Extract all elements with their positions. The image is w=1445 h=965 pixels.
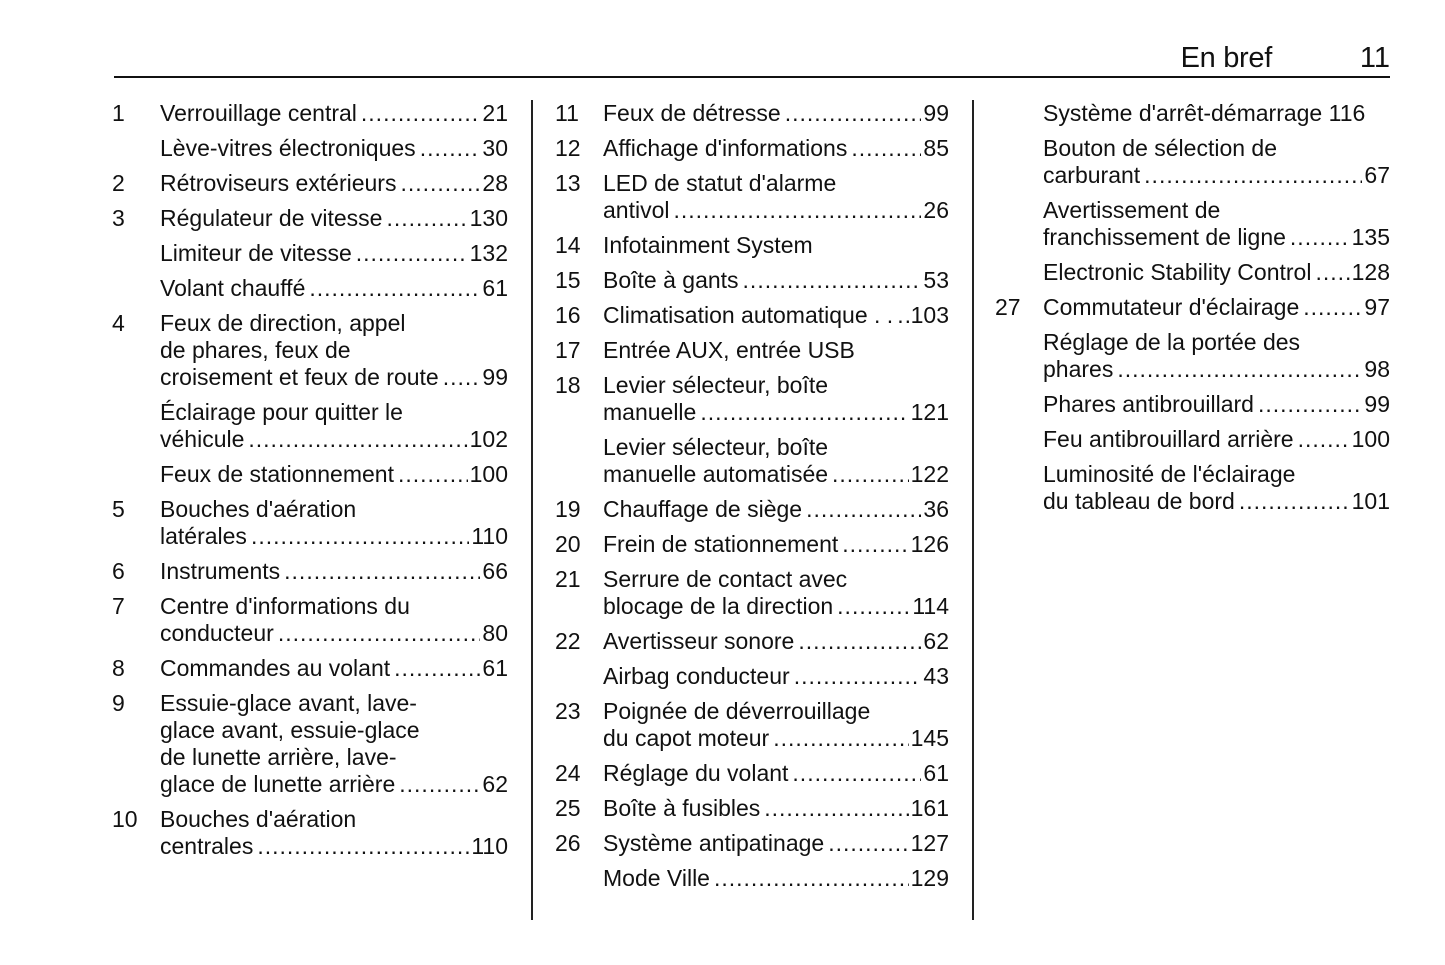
entry-label: Volant chauffé (160, 275, 306, 301)
column-divider (531, 100, 533, 920)
entry-label: franchissement de ligne (1043, 224, 1286, 250)
index-entry (112, 593, 508, 647)
entry-leader-line (603, 830, 949, 857)
entry-leader-line (1043, 294, 1390, 321)
entry-label: du tableau de bord (1043, 488, 1235, 514)
page-reference: 110 (471, 523, 508, 549)
entry-label: Lève-vitres électroniques (160, 135, 416, 161)
index-entry (995, 294, 1390, 321)
callout-number: 17 (555, 337, 581, 363)
index-entry (995, 259, 1390, 286)
index-entry (555, 434, 949, 488)
entry-text-line: Bouton de sélection de (1043, 135, 1278, 161)
index-entry (112, 496, 508, 550)
page-reference: 129 (910, 865, 949, 891)
entry-label: Affichage d'informations (603, 135, 848, 161)
entry-leader-line (603, 135, 949, 162)
entry-label: Commandes au volant (160, 655, 391, 681)
callout-number: 20 (555, 531, 581, 557)
entry-leader-line (1043, 224, 1390, 251)
callout-number: 2 (112, 170, 125, 196)
dot-leader (714, 865, 909, 892)
index-entry (555, 496, 949, 523)
page-reference: 62 (482, 771, 508, 797)
entry-text-line: Poignée de déverrouillage (603, 698, 871, 724)
index-entry (112, 806, 508, 860)
entry-text-line: LED de statut d'alarme (603, 170, 837, 196)
entry-text-line: Levier sélecteur, boîte (603, 372, 829, 398)
dot-leader (284, 558, 480, 585)
entry-text-line: Avertissement de (1043, 197, 1221, 223)
entry-label: Avertisseur sonore (603, 628, 795, 654)
callout-number: 24 (555, 760, 581, 786)
entry-leader-line (603, 663, 949, 690)
page-reference: 36 (923, 496, 949, 522)
index-entry (995, 391, 1390, 418)
page-reference: 62 (923, 628, 949, 654)
entry-leader-line (160, 655, 508, 682)
entry-label: croisement et feux de route (160, 364, 439, 390)
entry-label: blocage de la direction (603, 593, 834, 619)
dot-leader (443, 364, 481, 391)
index-entry (555, 135, 949, 162)
dot-leader (842, 531, 908, 558)
entry-label: Boîte à fusibles (603, 795, 761, 821)
page-reference: 30 (482, 135, 508, 161)
index-entry (555, 760, 949, 787)
entry-leader-line (1043, 391, 1390, 418)
dot-leader (851, 135, 921, 162)
index-entry (995, 329, 1390, 383)
index-entry (555, 170, 949, 224)
entry-text-line: glace avant, essuie-glace (160, 717, 420, 743)
page-reference: 67 (1364, 162, 1390, 188)
index-column-3 (995, 100, 1390, 523)
index-entry (112, 558, 508, 585)
entry-text-line: Serrure de contact avec (603, 566, 848, 592)
entry-leader-line (603, 302, 949, 329)
entry-leader-line (160, 426, 508, 453)
dot-leader (764, 795, 908, 822)
entry-leader-line (160, 833, 508, 860)
page-reference: 145 (910, 725, 949, 751)
page-reference: 61 (482, 655, 508, 681)
index-entry (995, 100, 1390, 127)
entry-text-line: Entrée AUX, entrée USB (603, 337, 855, 363)
index-entry (112, 399, 508, 453)
entry-label: Chauffage de siège (603, 496, 803, 522)
callout-number: 1 (112, 100, 125, 126)
page-reference: 99 (923, 100, 949, 126)
page-reference: 100 (469, 461, 508, 487)
entry-text-line: Luminosité de l'éclairage (1043, 461, 1296, 487)
entry-label: phares (1043, 356, 1114, 382)
dot-leader (673, 197, 921, 224)
index-entry (112, 690, 508, 798)
callout-number: 26 (555, 830, 581, 856)
index-entry (112, 135, 508, 162)
index-entry (995, 426, 1390, 453)
entry-label: Système antipatinage (603, 830, 825, 856)
index-entry (555, 865, 949, 892)
dot-leader (361, 100, 481, 127)
dot-leader (1315, 259, 1349, 286)
page-reference: 100 (1351, 426, 1390, 452)
callout-number: 13 (555, 170, 581, 196)
index-entry (995, 461, 1390, 515)
page-number: 11 (1359, 42, 1390, 74)
callout-number: 23 (555, 698, 581, 724)
index-entry (555, 830, 949, 857)
callout-number: 16 (555, 302, 581, 328)
entry-label: véhicule (160, 426, 245, 452)
callout-number: 7 (112, 593, 125, 619)
entry-leader-line (1043, 426, 1390, 453)
dot-leader (1144, 162, 1362, 189)
dot-leader (828, 830, 908, 857)
page-reference: 53 (923, 267, 949, 293)
index-entry (112, 655, 508, 682)
callout-number: 9 (112, 690, 125, 716)
entry-label: Feux de détresse (603, 100, 781, 126)
entry-text-line: Réglage de la portée des (1043, 329, 1301, 355)
entry-label: Phares antibrouillard (1043, 391, 1254, 417)
index-entry (555, 566, 949, 620)
entry-leader-line (1043, 162, 1390, 189)
entry-leader-line (160, 170, 508, 197)
entry-label: Mode Ville (603, 865, 710, 891)
callout-number: 22 (555, 628, 581, 654)
callout-number: 8 (112, 655, 125, 681)
page-reference: 99 (482, 364, 508, 390)
column-divider (972, 100, 974, 920)
entry-label: Verrouillage central (160, 100, 357, 126)
callout-number: 6 (112, 558, 125, 584)
entry-leader-line (603, 267, 949, 294)
entry-leader-line (160, 135, 508, 162)
entry-leader-line (1043, 356, 1390, 383)
page-reference: 127 (910, 830, 949, 856)
entry-text-line: Levier sélecteur, boîte (603, 434, 829, 460)
dot-leader (794, 663, 922, 690)
page-reference: 114 (912, 593, 949, 619)
index-entry (112, 461, 508, 488)
callout-number: 11 (555, 100, 579, 126)
page-reference: 126 (910, 531, 949, 557)
dot-leader (1303, 294, 1362, 321)
entry-label: Boîte à gants (603, 267, 739, 293)
entry-label: Climatisation automatique . . (603, 302, 894, 328)
dot-leader (785, 100, 922, 127)
page-reference: 99 (1364, 391, 1390, 417)
entry-leader-line (603, 496, 949, 523)
entry-leader-line (160, 620, 508, 647)
callout-number: 4 (112, 310, 125, 336)
dot-leader (394, 655, 480, 682)
dot-leader (806, 496, 921, 523)
dot-leader (278, 620, 481, 647)
entry-leader-line (160, 771, 508, 798)
entry-label: Frein de stationnement (603, 531, 839, 557)
entry-text-line: Éclairage pour quitter le (160, 399, 403, 425)
page-reference: 128 (1351, 259, 1390, 285)
callout-number: 25 (555, 795, 581, 821)
page-reference: 85 (923, 135, 949, 161)
entry-label: Feu antibrouillard arrière (1043, 426, 1294, 452)
index-entry (995, 197, 1390, 251)
page-reference: 80 (482, 620, 508, 646)
dot-leader (743, 267, 922, 294)
page-reference: 110 (471, 833, 508, 859)
page-reference: 66 (482, 558, 508, 584)
page-reference: 61 (482, 275, 508, 301)
page-reference: 97 (1364, 294, 1390, 320)
dot-leader (1117, 356, 1362, 383)
entry-leader-line (1043, 488, 1390, 515)
entry-leader-line (160, 364, 508, 391)
entry-text-line: Essuie-glace avant, lave- (160, 690, 417, 716)
entry-leader-line (603, 197, 949, 224)
page-reference: 135 (1351, 224, 1390, 250)
entry-leader-line (160, 100, 508, 127)
page-reference: 101 (1351, 488, 1390, 514)
entry-text-line: Bouches d'aération (160, 806, 357, 832)
index-entry (555, 302, 949, 329)
dot-leader (398, 461, 468, 488)
index-entry (555, 698, 949, 752)
page-reference: 61 (923, 760, 949, 786)
dot-leader (399, 771, 480, 798)
entry-label: carburant (1043, 162, 1141, 188)
dot-leader (248, 426, 467, 453)
entry-label: manuelle (603, 399, 697, 425)
entry-label: Airbag conducteur (603, 663, 790, 689)
entry-leader-line (603, 865, 949, 892)
entry-label: Electronic Stability Control (1043, 259, 1312, 285)
dot-leader (1298, 426, 1350, 453)
index-column-2 (555, 100, 949, 900)
page-reference: 102 (469, 426, 508, 452)
entry-leader-line (160, 558, 508, 585)
callout-number: 14 (555, 232, 581, 258)
entry-leader-line (603, 100, 949, 127)
index-entry (112, 240, 508, 267)
dot-leader (356, 240, 468, 267)
entry-leader-line (603, 628, 949, 655)
entry-label: Régulateur de vitesse (160, 205, 383, 231)
entry-label: latérales (160, 523, 247, 549)
dot-leader (773, 725, 908, 752)
index-entry (555, 100, 949, 127)
dot-leader (700, 399, 908, 426)
entry-leader-line (603, 399, 949, 426)
index-entry (112, 170, 508, 197)
entry-text-line: de lunette arrière, lave- (160, 744, 397, 770)
page-reference: 26 (923, 197, 949, 223)
index-entry (555, 628, 949, 655)
entry-label: conducteur (160, 620, 274, 646)
entry-leader-line (160, 275, 508, 302)
index-entry (555, 337, 949, 364)
entry-label: glace de lunette arrière (160, 771, 396, 797)
dot-leader (420, 135, 481, 162)
entry-label: Limiteur de vitesse (160, 240, 352, 266)
entry-text-line: Système d'arrêt-démarrage 116 (1043, 100, 1366, 126)
dot-leader (1258, 391, 1362, 418)
callout-number: 27 (995, 294, 1021, 320)
entry-leader-line (603, 461, 949, 488)
entry-label: Réglage du volant (603, 760, 789, 786)
entry-label: centrales (160, 833, 254, 859)
entry-leader-line (603, 593, 949, 620)
entry-leader-line (603, 795, 949, 822)
entry-label: Instruments (160, 558, 281, 584)
page-reference: 28 (482, 170, 508, 196)
entry-leader-line (160, 461, 508, 488)
dot-leader (792, 760, 921, 787)
entry-label: antivol (603, 197, 670, 223)
page-reference: 161 (910, 795, 949, 821)
dot-leader (837, 593, 910, 620)
callout-number: 18 (555, 372, 581, 398)
dot-leader (798, 628, 921, 655)
index-entry (555, 267, 949, 294)
callout-number: 12 (555, 135, 581, 161)
dot-leader (257, 833, 469, 860)
page-reference: 98 (1364, 356, 1390, 382)
callout-number: 5 (112, 496, 125, 522)
page-reference: 122 (910, 461, 949, 487)
entry-leader-line (603, 760, 949, 787)
entry-text-line: de phares, feux de (160, 337, 351, 363)
page-reference: 103 (910, 302, 949, 328)
entry-text-line: Feux de direction, appel (160, 310, 406, 336)
page-reference: 21 (482, 100, 508, 126)
callout-number: 3 (112, 205, 125, 231)
entry-leader-line (160, 523, 508, 550)
index-entry (555, 531, 949, 558)
entry-leader-line (160, 240, 508, 267)
dot-leader (897, 302, 908, 329)
callout-number: 10 (112, 806, 138, 832)
page-reference: 43 (923, 663, 949, 689)
dot-leader (1290, 224, 1350, 251)
page-reference: 130 (469, 205, 508, 231)
index-column-1 (112, 100, 508, 868)
dot-leader (251, 523, 469, 550)
index-entry (112, 100, 508, 127)
dot-leader (309, 275, 480, 302)
dot-leader (400, 170, 480, 197)
index-entry (555, 795, 949, 822)
index-entry (995, 135, 1390, 189)
index-entry (112, 310, 508, 391)
index-entry (555, 663, 949, 690)
entry-leader-line (1043, 259, 1390, 286)
entry-leader-line (603, 725, 949, 752)
page-reference: 121 (910, 399, 949, 425)
callout-number: 15 (555, 267, 581, 293)
index-entry (112, 275, 508, 302)
dot-leader (386, 205, 467, 232)
entry-text-line: Bouches d'aération (160, 496, 357, 522)
entry-label: du capot moteur (603, 725, 770, 751)
dot-leader (1239, 488, 1350, 515)
index-entry (555, 372, 949, 426)
entry-leader-line (160, 205, 508, 232)
entry-text-line: Infotainment System (603, 232, 813, 258)
page-header (114, 40, 1390, 78)
entry-leader-line (603, 531, 949, 558)
entry-label: Commutateur d'éclairage (1043, 294, 1300, 320)
entry-label: Feux de stationnement (160, 461, 394, 487)
section-title: En bref (1180, 42, 1272, 74)
index-entry (555, 232, 949, 259)
index-entry (112, 205, 508, 232)
entry-text-line: Centre d'informations du (160, 593, 410, 619)
dot-leader (832, 461, 909, 488)
entry-label: manuelle automatisée (603, 461, 829, 487)
page-reference: 132 (469, 240, 508, 266)
callout-number: 19 (555, 496, 581, 522)
entry-label: Rétroviseurs extérieurs (160, 170, 397, 196)
callout-number: 21 (555, 566, 581, 592)
